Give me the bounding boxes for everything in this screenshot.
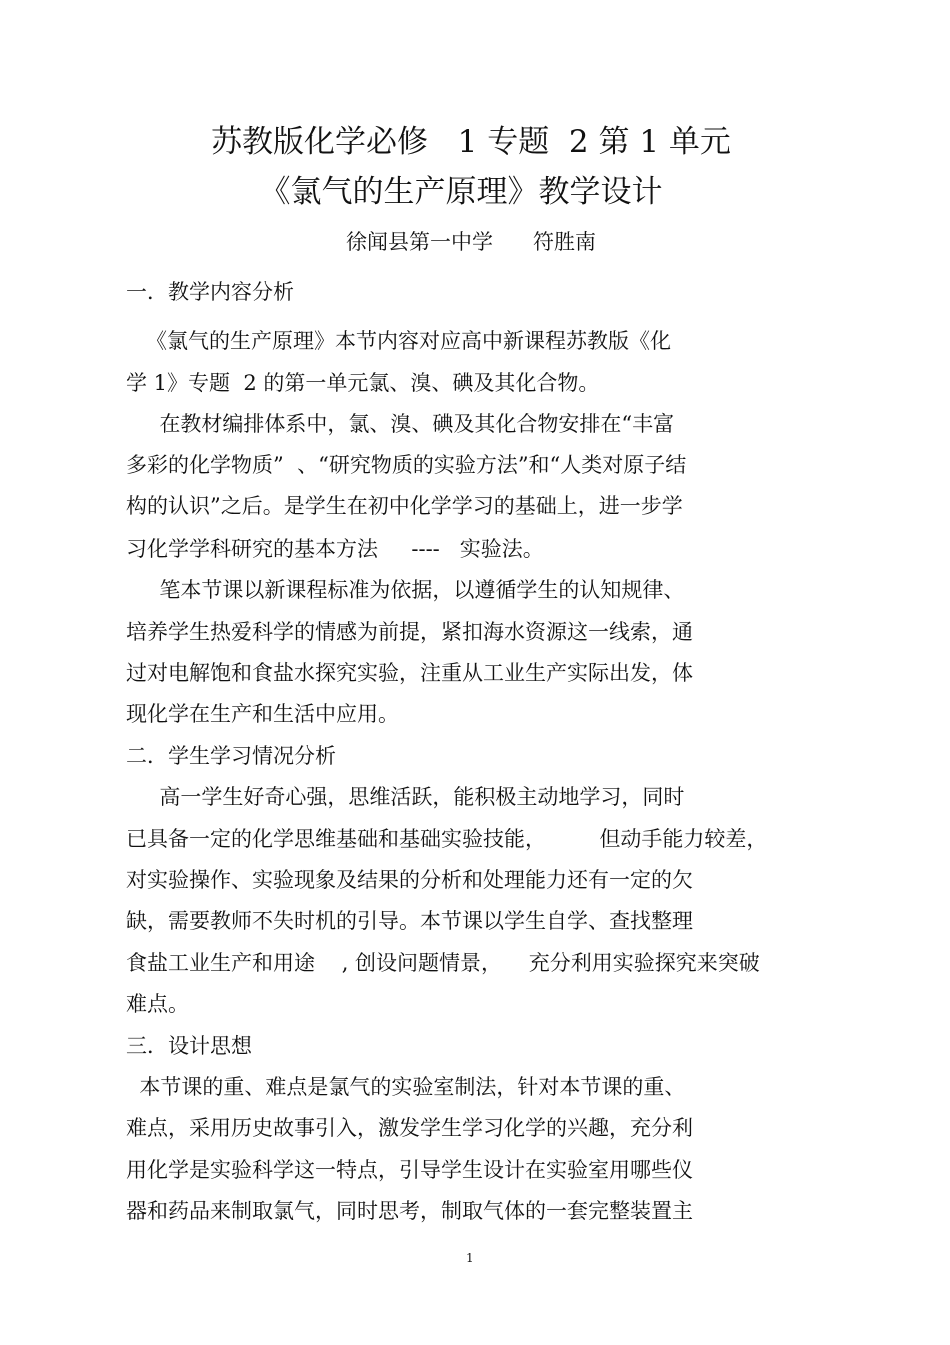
paragraph-line: 笔本节课以新课程标准为依据，以遵循学生的认知规律、 [126, 578, 685, 602]
paragraph-line: 现化学在生产和生活中应用。 [126, 702, 399, 726]
paragraph-line: 器和药品来制取氯气，同时思考，制取气体的一套完整装置主 [126, 1199, 693, 1223]
paragraph-line: 食盐工业生产和用途 , 创设问题情景， 充分利用实验探究来突破 [126, 951, 760, 975]
paragraph-line: 已具备一定的化学思维基础和基础实验技能， 但动手能力较差， [126, 827, 768, 851]
paragraph-line: 习化学学科研究的基本方法 ---- 实验法。 [126, 537, 544, 561]
paragraph-line: 用化学是实验科学这一特点，引导学生设计在实验室用哪些仪 [126, 1158, 693, 1182]
paragraph-line: 难点，采用历史故事引入，激发学生学习化学的兴趣，充分利 [126, 1116, 693, 1140]
paragraph-line: 难点。 [126, 992, 189, 1016]
paragraph-line: 学 1》专题 2 的第一单元氯、溴、碘及其化合物。 [126, 371, 600, 395]
author-line: 徐闻县第一中学 符胜南 [345, 230, 597, 254]
paragraph-line: 构的认识”之后。是学生在初中化学学习的基础上，进一步学 [126, 494, 683, 518]
section-heading-1: 一．教学内容分析 [126, 280, 294, 304]
paragraph-line: 培养学生热爱科学的情感为前提，紧扣海水资源这一线索，通 [126, 620, 693, 644]
paragraph-line: 多彩的化学物质” 、“研究物质的实验方法”和“人类对原子结 [126, 453, 687, 477]
document-title-line-1: 苏教版化学必修 1 专题 2 第 1 单元 [211, 124, 731, 160]
section-heading-3: 三．设计思想 [126, 1034, 252, 1058]
paragraph-line: 《氯气的生产原理》本节内容对应高中新课程苏教版《化 [126, 329, 672, 353]
section-heading-2: 二．学生学习情况分析 [126, 744, 336, 768]
page-number: 1 [466, 1251, 474, 1265]
paragraph-line: 高一学生好奇心强，思维活跃，能积极主动地学习，同时 [126, 785, 685, 809]
paragraph-line: 缺，需要教师不失时机的引导。本节课以学生自学、查找整理 [126, 909, 693, 933]
paragraph-line: 对实验操作、实验现象及结果的分析和处理能力还有一定的欠 [126, 868, 693, 892]
paragraph-line: 过对电解饱和食盐水探究实验，注重从工业生产实际出发，体 [126, 661, 693, 685]
paragraph-line: 本节课的重、难点是氯气的实验室制法，针对本节课的重、 [126, 1075, 686, 1099]
paragraph-line: 在教材编排体系中，氯、溴、碘及其化合物安排在“丰富 [126, 412, 675, 436]
document-title-line-2: 《氯气的生产原理》教学设计 [259, 174, 663, 210]
